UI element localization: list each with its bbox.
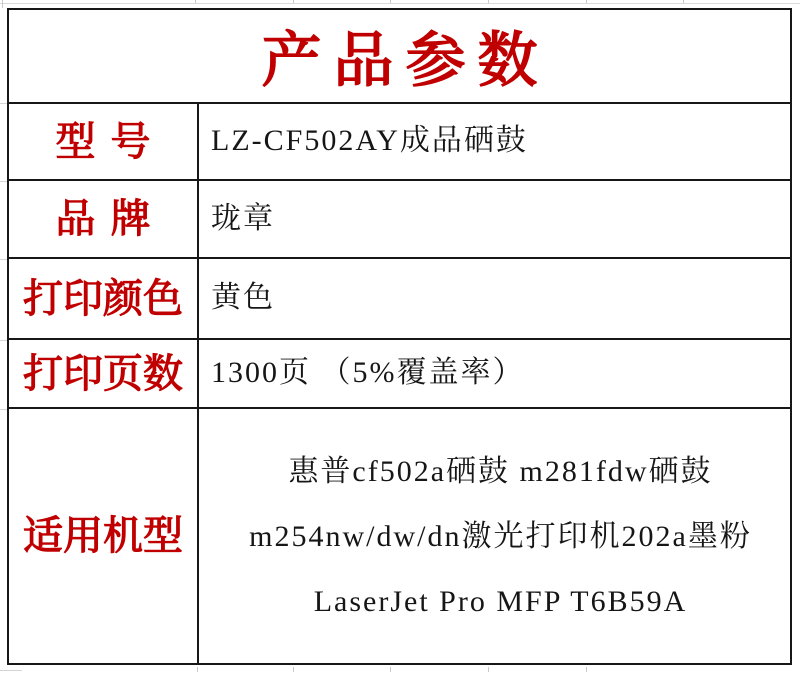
row-value-print-color: 黄色 [199, 259, 790, 340]
row-value-page-yield: 1300页 （5%覆盖率） [199, 340, 790, 409]
gridline-tick [683, 0, 684, 3]
row-value-brand: 珑章 [199, 181, 790, 259]
compatible-models-line-1: 惠普cf502a硒鼓 m281fdw硒鼓 [288, 454, 713, 488]
gridline-tick [0, 259, 7, 260]
gridline-bottom-segment [0, 670, 22, 671]
gridline-tick [586, 667, 587, 672]
gridline-tick [293, 0, 294, 3]
compatible-models-line-3: LaserJet Pro MFP T6B59A [313, 584, 688, 618]
gridline-tick [488, 0, 489, 3]
gridline-tick [488, 667, 489, 672]
row-label-model: 型号 [9, 104, 199, 181]
gridline-tick [2, 0, 3, 8]
gridline-tick [390, 667, 391, 672]
gridline-tick [0, 103, 7, 104]
gridline-tick [586, 0, 587, 3]
gridline-tick [197, 667, 198, 672]
row-label-page-yield: 打印页数 [9, 340, 199, 409]
row-label-print-color: 打印颜色 [9, 259, 199, 340]
row-label-brand: 品牌 [9, 181, 199, 259]
row-value-model: LZ-CF502AY成品硒鼓 [199, 104, 790, 181]
gridline-tick [195, 0, 196, 3]
product-parameter-table [7, 8, 792, 665]
gridline-tick [390, 0, 391, 3]
gridline-tick [0, 409, 7, 410]
table-title: 产品参数 [9, 10, 790, 104]
compatible-models-line-2: m254nw/dw/dn激光打印机202a墨粉 [249, 519, 752, 553]
gridline-tick [293, 667, 294, 672]
row-value-compatible-models [199, 409, 790, 663]
gridline-tick [0, 340, 7, 341]
gridline-top [0, 3, 800, 4]
gridline-tick [0, 181, 7, 182]
row-label-compatible-models: 适用机型 [9, 409, 199, 663]
